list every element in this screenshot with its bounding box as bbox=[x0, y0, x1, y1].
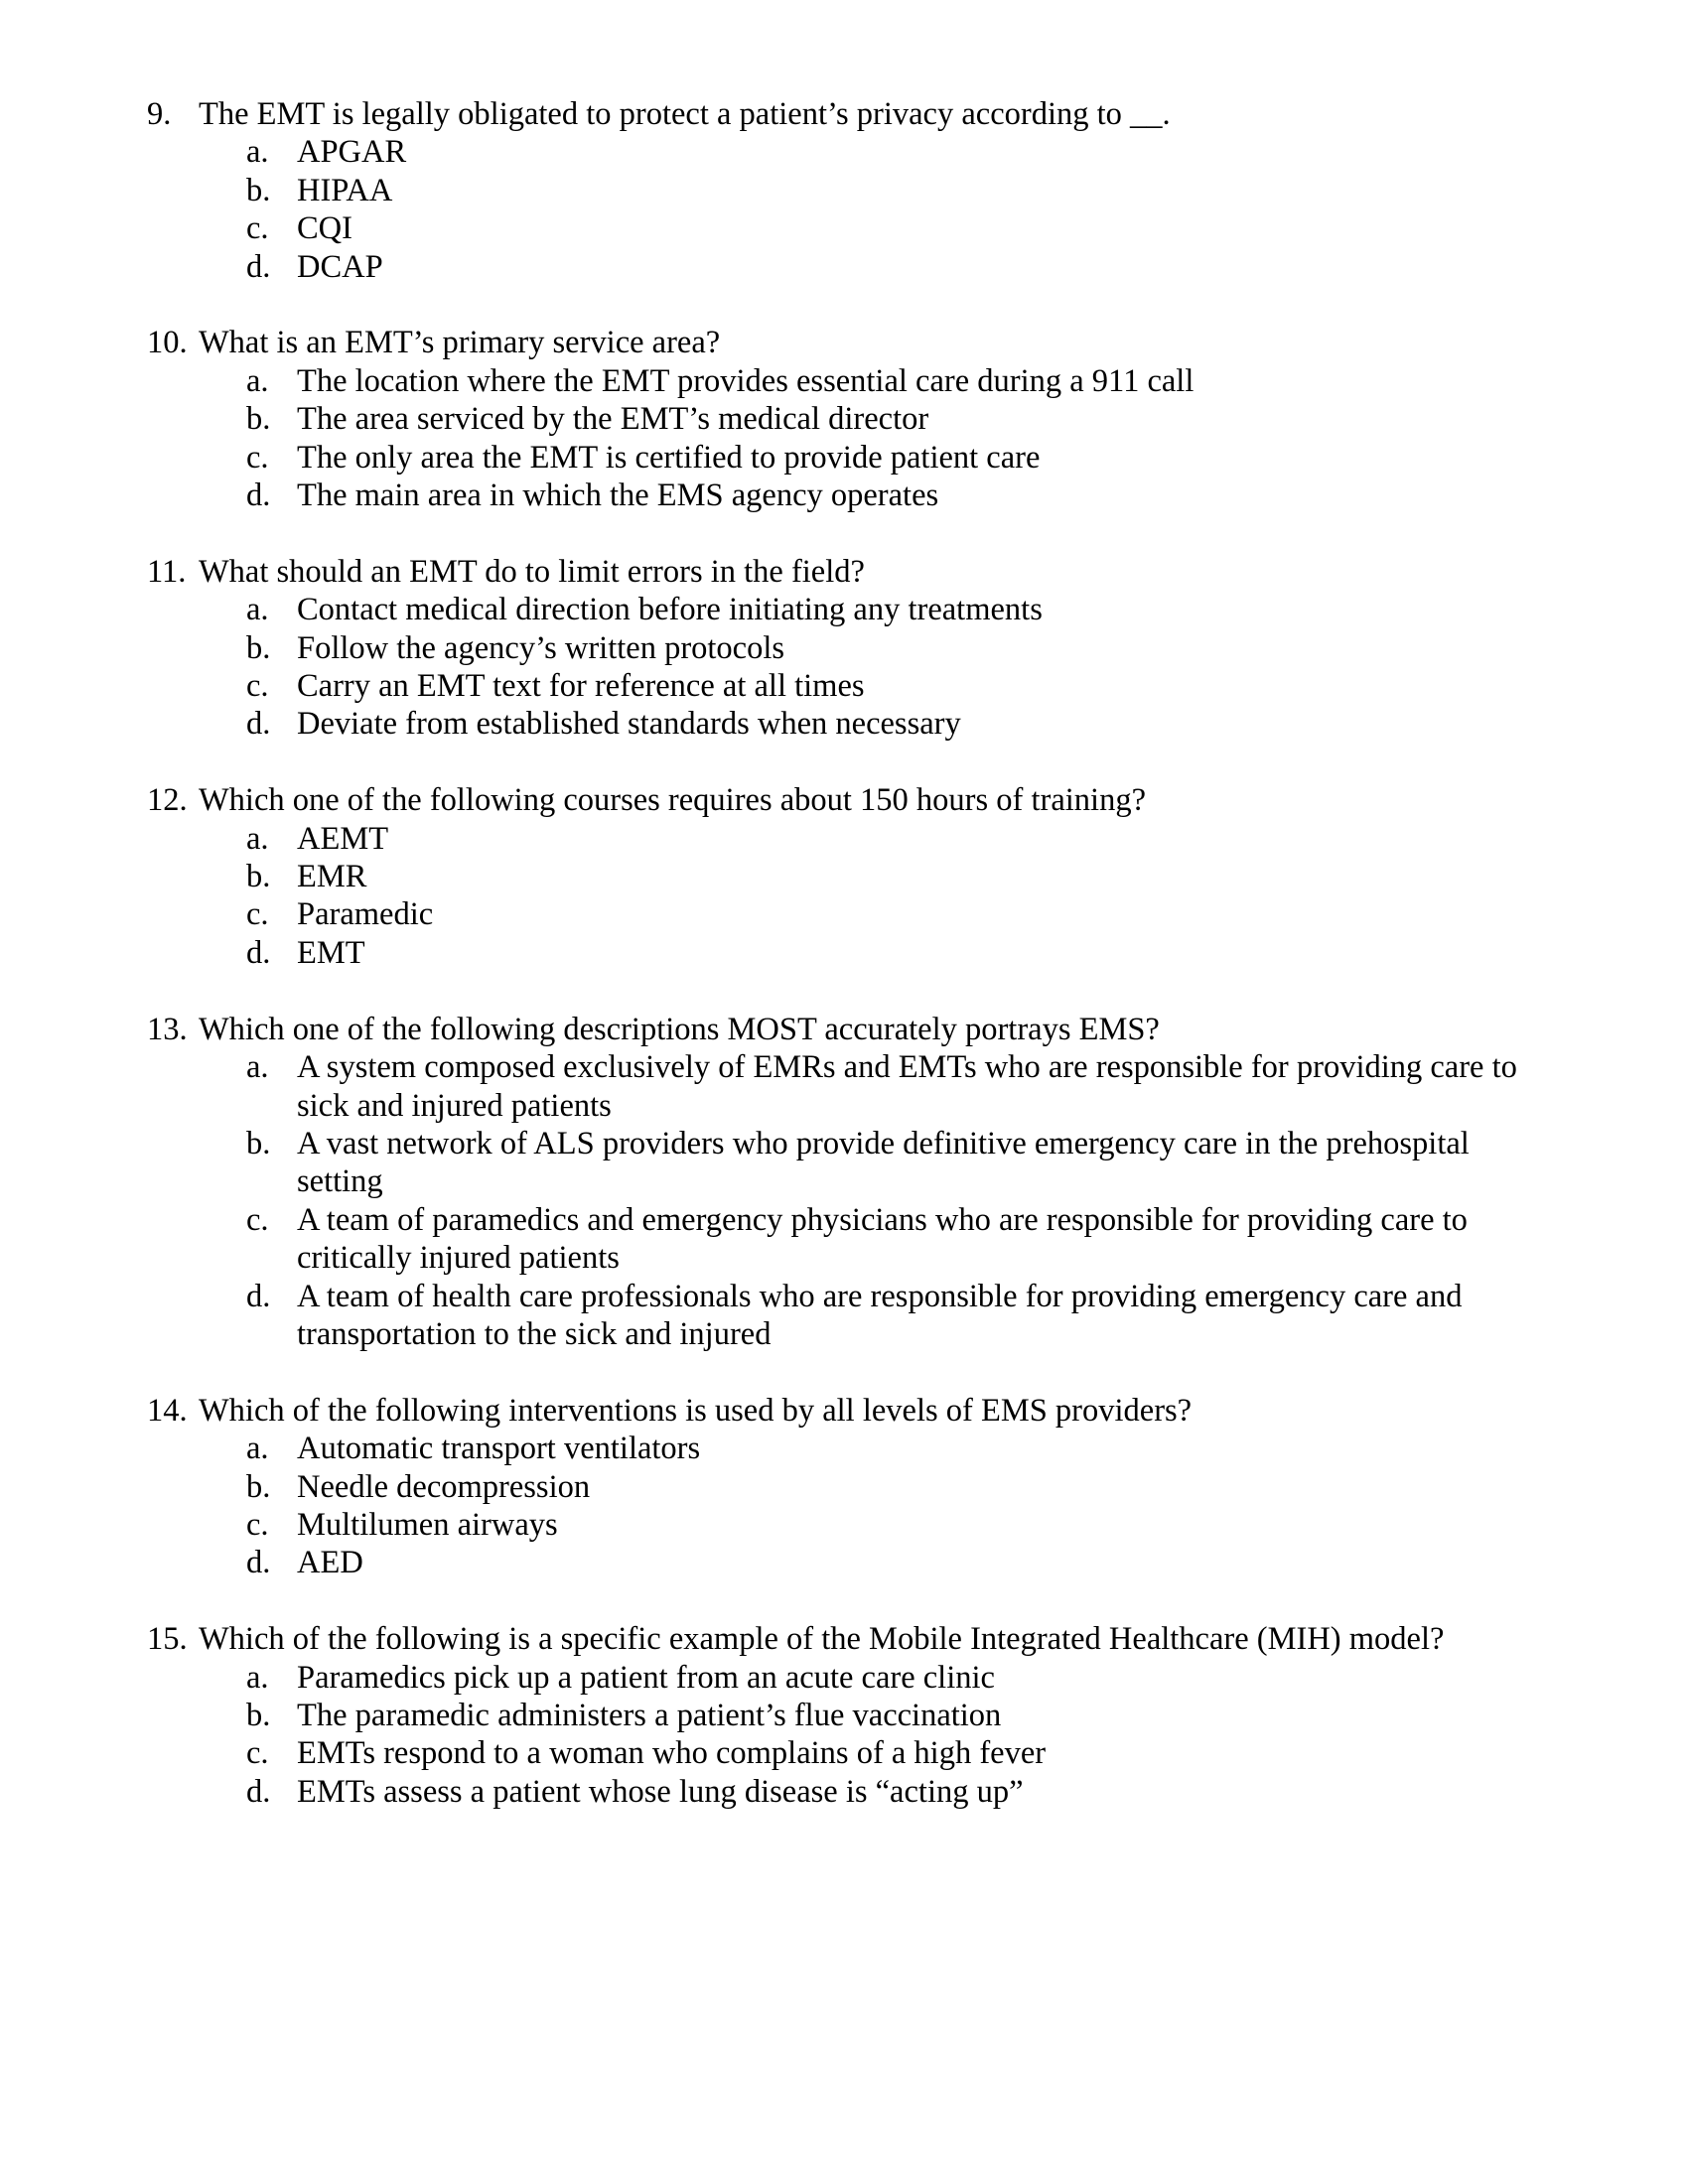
option-letter: b. bbox=[246, 1125, 271, 1161]
option-text: Multilumen airways bbox=[297, 1506, 558, 1543]
option-b bbox=[147, 400, 1557, 438]
question-11 bbox=[147, 553, 1557, 744]
option-letter: d. bbox=[246, 1545, 271, 1581]
question-text: What should an EMT do to limit errors in the field? bbox=[199, 553, 865, 590]
option-d bbox=[147, 1773, 1557, 1811]
question-13 bbox=[147, 1011, 1557, 1354]
option-letter: a. bbox=[246, 1659, 269, 1696]
question-number: 10. bbox=[147, 325, 188, 361]
question-number: 11. bbox=[147, 553, 187, 590]
question-text: What is an EMT’s primary service area? bbox=[199, 325, 721, 361]
option-text: APGAR bbox=[297, 134, 407, 171]
option-b bbox=[147, 1125, 1557, 1201]
option-text: A team of paramedics and emergency physicians who are responsible for providing care to critically injured patients bbox=[297, 1201, 1468, 1277]
question-stem bbox=[147, 1392, 1557, 1430]
option-letter: d. bbox=[246, 248, 271, 285]
option-list bbox=[147, 362, 1557, 515]
option-letter: d. bbox=[246, 1278, 271, 1314]
option-c bbox=[147, 1506, 1557, 1544]
option-text: EMR bbox=[297, 859, 367, 895]
option-letter: d. bbox=[246, 478, 271, 514]
option-text: Paramedics pick up a patient from an acute care clinic bbox=[297, 1659, 995, 1696]
option-list bbox=[147, 591, 1557, 744]
option-c bbox=[147, 667, 1557, 705]
option-d bbox=[147, 1278, 1557, 1354]
option-c bbox=[147, 895, 1557, 933]
option-text: Contact medical direction before initiating any treatments bbox=[297, 592, 1043, 628]
option-d bbox=[147, 1544, 1557, 1581]
option-text: The paramedic administers a patient’s flue vaccination bbox=[297, 1697, 1002, 1733]
option-text: Automatic transport ventilators bbox=[297, 1431, 701, 1467]
option-letter: c. bbox=[246, 896, 269, 933]
option-a bbox=[147, 1048, 1557, 1125]
option-b bbox=[147, 1468, 1557, 1506]
option-b bbox=[147, 1697, 1557, 1734]
option-b bbox=[147, 629, 1557, 667]
option-text: Needle decompression bbox=[297, 1468, 591, 1505]
option-list bbox=[147, 1430, 1557, 1582]
option-text: Carry an EMT text for reference at all times bbox=[297, 668, 865, 705]
option-a bbox=[147, 1659, 1557, 1697]
question-text: The EMT is legally obligated to protect a patient’s privacy according to __. bbox=[199, 96, 1171, 132]
option-text: Deviate from established standards when necessary bbox=[297, 706, 961, 743]
option-d bbox=[147, 248, 1557, 286]
question-10 bbox=[147, 324, 1557, 514]
option-text: Follow the agency’s written protocols bbox=[297, 629, 785, 666]
question-stem bbox=[147, 781, 1557, 819]
option-text: The only area the EMT is certified to provide patient care bbox=[297, 439, 1041, 476]
option-text: AEMT bbox=[297, 820, 389, 857]
option-a bbox=[147, 820, 1557, 858]
question-stem bbox=[147, 95, 1557, 133]
option-text: The area serviced by the EMT’s medical director bbox=[297, 401, 929, 438]
question-14 bbox=[147, 1392, 1557, 1582]
question-number: 15. bbox=[147, 1621, 188, 1658]
option-text: EMTs respond to a woman who complains of a high fever bbox=[297, 1735, 1047, 1772]
option-letter: a. bbox=[246, 592, 269, 628]
option-letter: b. bbox=[246, 1468, 271, 1505]
option-text: The location where the EMT provides essential care during a 911 call bbox=[297, 362, 1195, 399]
option-letter: c. bbox=[246, 668, 269, 705]
option-a bbox=[147, 591, 1557, 628]
question-stem bbox=[147, 324, 1557, 361]
question-15 bbox=[147, 1620, 1557, 1811]
option-list bbox=[147, 820, 1557, 973]
option-letter: a. bbox=[246, 1431, 269, 1467]
option-list bbox=[147, 1048, 1557, 1353]
option-letter: a. bbox=[246, 362, 269, 399]
question-number: 9. bbox=[147, 96, 172, 132]
question-9 bbox=[147, 95, 1557, 286]
question-stem bbox=[147, 1620, 1557, 1658]
option-text: A system composed exclusively of EMRs and EMTs who are responsible for providing care to sick and injured patients bbox=[297, 1049, 1517, 1124]
option-text: CQI bbox=[297, 210, 352, 247]
option-letter: a. bbox=[246, 820, 269, 857]
option-text: The main area in which the EMS agency operates bbox=[297, 478, 939, 514]
option-text: Paramedic bbox=[297, 896, 434, 933]
option-c bbox=[147, 1734, 1557, 1772]
question-text: Which of the following is a specific example of the Mobile Integrated Healthcare (MIH) model? bbox=[199, 1621, 1445, 1658]
option-text: EMT bbox=[297, 934, 365, 971]
option-text: EMTs assess a patient whose lung disease is “acting up” bbox=[297, 1773, 1024, 1810]
question-number: 12. bbox=[147, 782, 188, 819]
option-d bbox=[147, 934, 1557, 972]
question-text: Which one of the following courses requires about 150 hours of training? bbox=[199, 782, 1146, 819]
option-letter: b. bbox=[246, 172, 271, 208]
option-letter: a. bbox=[246, 1049, 269, 1086]
option-d bbox=[147, 705, 1557, 743]
option-d bbox=[147, 477, 1557, 514]
option-letter: d. bbox=[246, 706, 271, 743]
option-c bbox=[147, 439, 1557, 477]
option-list bbox=[147, 133, 1557, 286]
question-number: 14. bbox=[147, 1392, 188, 1429]
option-letter: c. bbox=[246, 1735, 269, 1772]
option-c bbox=[147, 1201, 1557, 1278]
option-letter: b. bbox=[246, 629, 271, 666]
option-a bbox=[147, 1430, 1557, 1467]
option-text: DCAP bbox=[297, 248, 383, 285]
option-text: AED bbox=[297, 1545, 363, 1581]
option-letter: c. bbox=[246, 1506, 269, 1543]
option-letter: b. bbox=[246, 1697, 271, 1733]
option-letter: c. bbox=[246, 210, 269, 247]
option-letter: a. bbox=[246, 134, 269, 171]
option-letter: d. bbox=[246, 934, 271, 971]
option-letter: c. bbox=[246, 439, 269, 476]
question-12 bbox=[147, 781, 1557, 972]
question-text: Which of the following interventions is used by all levels of EMS providers? bbox=[199, 1392, 1193, 1429]
option-text: A vast network of ALS providers who provide definitive emergency care in the prehospital setting bbox=[297, 1125, 1470, 1200]
option-letter: d. bbox=[246, 1773, 271, 1810]
option-c bbox=[147, 209, 1557, 247]
option-a bbox=[147, 362, 1557, 400]
option-a bbox=[147, 133, 1557, 171]
option-text: A team of health care professionals who are responsible for providing emergency care and transportation to the sick and injured bbox=[297, 1278, 1463, 1352]
option-b bbox=[147, 858, 1557, 895]
question-number: 13. bbox=[147, 1011, 188, 1047]
question-stem bbox=[147, 1011, 1557, 1048]
question-list bbox=[147, 95, 1557, 1849]
option-letter: b. bbox=[246, 859, 271, 895]
option-text: HIPAA bbox=[297, 172, 393, 208]
question-text: Which one of the following descriptions MOST accurately portrays EMS? bbox=[199, 1011, 1160, 1047]
option-b bbox=[147, 172, 1557, 209]
option-list bbox=[147, 1659, 1557, 1812]
option-letter: b. bbox=[246, 401, 271, 438]
option-letter: c. bbox=[246, 1201, 269, 1238]
question-stem bbox=[147, 553, 1557, 591]
